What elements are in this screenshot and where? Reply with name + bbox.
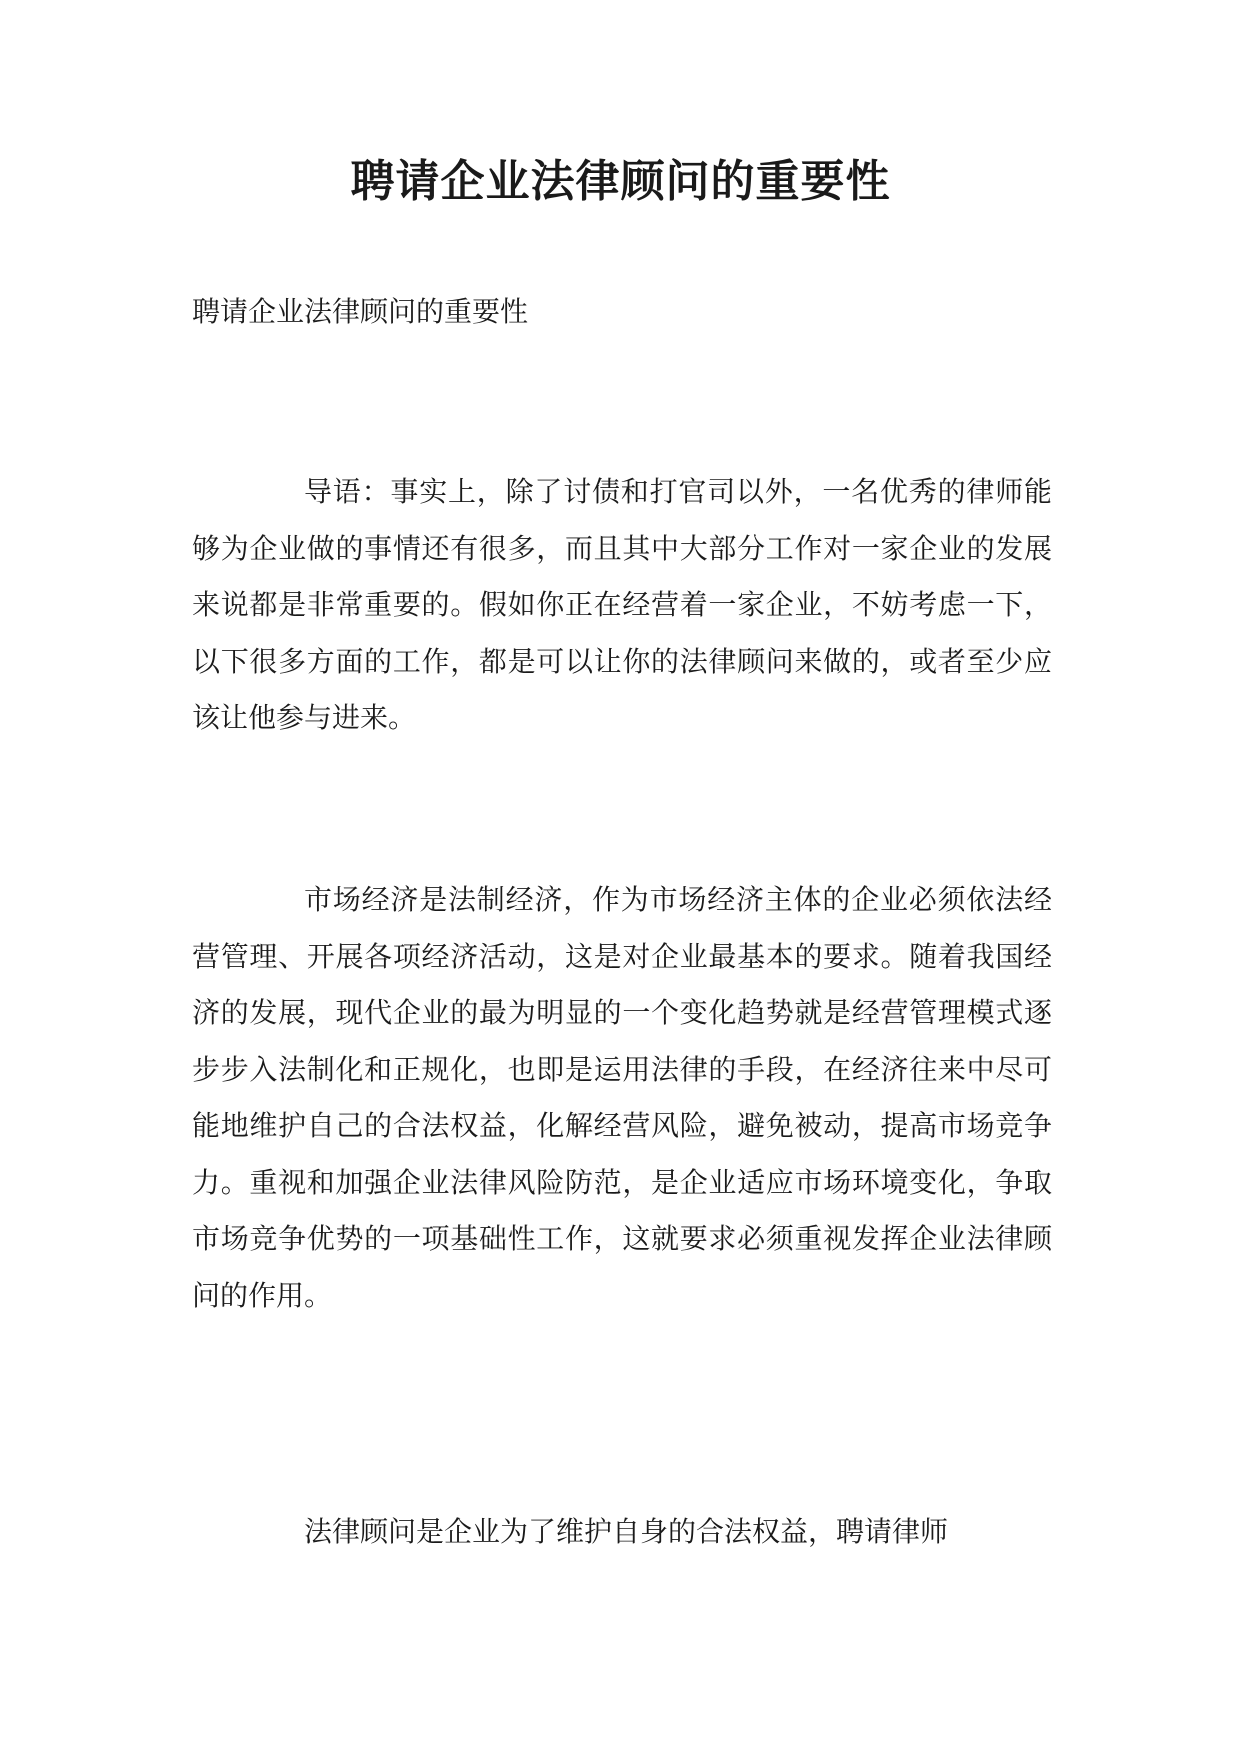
- document-title: 聘请企业法律顾问的重要性: [350, 156, 891, 207]
- paragraph-legal-advisor: 法律顾问是企业为了维护自身的合法权益，聘请律师: [304, 1515, 949, 1548]
- document-subtitle: 聘请企业法律顾问的重要性: [192, 295, 529, 328]
- paragraph-market-economy: 市场经济是法制经济，作为市场经济主体的企业必须依法经营管理、开展各项经济活动，这是对企业最基本的要求。随着我国经济的发展，现代企业的最为明显的一个变化趋势就是经营管理模式逐步步入法制化和正规化，也即是运用法律的手段，在经济往来中尽可能地维护自己的合法权益，化解经营风险，避免被动，提高市场竞争力。重视和加强企业法律风险防范，是企业适应市场环境变化，争取市场竞争优势的一项基础性工作，这就要求必须重视发挥企业法律顾问的作用。: [192, 883, 1052, 1312]
- paragraph-intro: 导语：事实上，除了讨债和打官司以外，一名优秀的律师能够为企业做的事情还有很多，而且其中大部分工作对一家企业的发展来说都是非常重要的。假如你正在经营着一家企业，不妨考虑一下，以下很多方面的工作，都是可以让你的法律顾问来做的，或者至少应该让他参与进来。: [192, 475, 1052, 734]
